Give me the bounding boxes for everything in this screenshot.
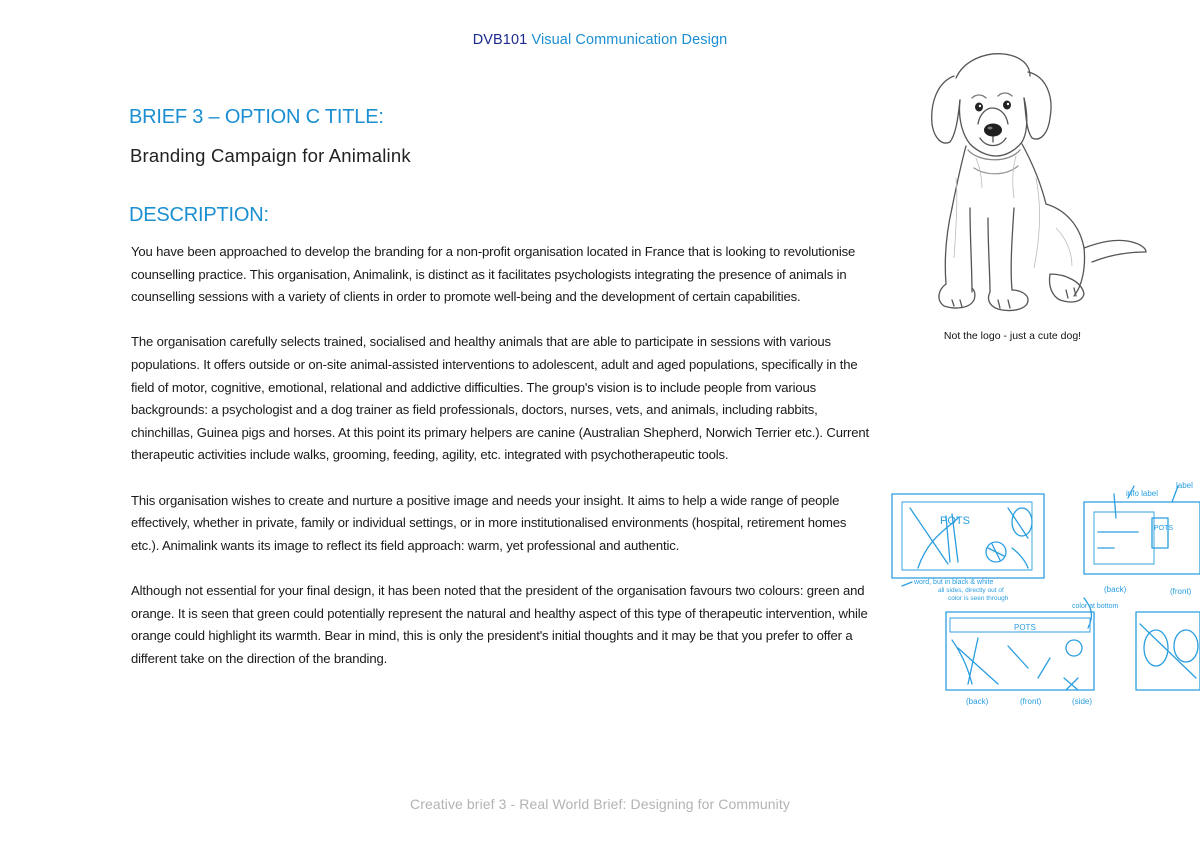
course-code: DVB101 <box>472 32 528 48</box>
page-footer: Creative brief 3 - Real World Brief: Designing for Community <box>410 796 790 812</box>
dog-caption: Not the logo - just a cute dog! <box>943 330 1082 342</box>
svg-text:(back): (back) <box>966 697 989 706</box>
svg-text:(back): (back) <box>1104 585 1127 594</box>
packaging-concept-sketch <box>888 478 1200 710</box>
description-paragraph-4: Although not essential for your final design, it has been noted that the president of the organisation favours two colours: green and orange. It is seen that green could potentially represent the natural and healthy aspect of this type of therapeutic intervention, while orange could highlight its warmth. Bear in mind, this is only the president's initial thoughts and it may be that you prefer to offer a different take on the direction of the branding. <box>131 582 868 666</box>
svg-text:POTS: POTS <box>1014 623 1036 632</box>
svg-text:(front): (front) <box>1020 697 1042 706</box>
dog-illustration <box>916 38 1156 323</box>
description-paragraph-1: You have been approached to develop the branding for a non-profit organisation located in France that is looking to revolutionise counselling practice. This organisation, Animalink, is distinct as it facilitates psychologists integrating the presence of animals in counselling sessions with a variety of clients in order to promote well-being and the development of certain capabilities. <box>131 244 856 305</box>
svg-text:POTS: POTS <box>940 515 970 527</box>
description-paragraph-3: This organisation wishes to create and nurture a positive image and needs your insight. It aims to help a wide range of people effectively, whether in private, family or individual settings, or in more institutionalised environments (hospital, retirement homes etc.). Animalink wants its image to reflect its field approach: warm, yet professional and authentic. <box>131 492 847 553</box>
description-heading: DESCRIPTION: <box>129 204 269 226</box>
svg-text:POTS: POTS <box>1154 525 1174 532</box>
brief-title: Branding Campaign for Animalink <box>130 145 411 166</box>
svg-text:(front): (front) <box>1170 587 1192 596</box>
svg-text:color is seen through: color is seen through <box>948 595 1009 602</box>
svg-text:info label: info label <box>1126 489 1159 498</box>
svg-text:label: label <box>1176 481 1193 490</box>
course-name: Visual Communication Design <box>531 32 728 48</box>
svg-text:word, but in black & white: word, but in black & white <box>914 579 994 586</box>
brief-heading: BRIEF 3 – OPTION C TITLE: <box>129 106 384 128</box>
description-body <box>131 241 871 693</box>
svg-text:color at bottom: color at bottom <box>1072 603 1119 610</box>
svg-text:(side): (side) <box>1072 697 1093 706</box>
svg-text:all sides, directly out of: all sides, directly out of <box>938 587 1004 594</box>
description-paragraph-2: The organisation carefully selects trained, socialised and healthy animals that are able to participate in sessions with various populations. It offers outside or on-site animal-assisted interventions to adolescent, adult and aged populations, specifically in the field of motor, cognitive, emotional, relational and addictive difficulties. The group's vision is to include people from various backgrounds: a psychologist and a dog trainer as field professionals, doctors, nurses, vets, and animals, including rabbits, chinchillas, Guinea pigs and horses. At this point its primary helpers are canine (Australian Shepherd, Norwich Terrier etc.). Current therapeutic activities include walks, grooming, feeding, agility, etc. integrated with psychotherapeutic tools. <box>131 334 869 463</box>
